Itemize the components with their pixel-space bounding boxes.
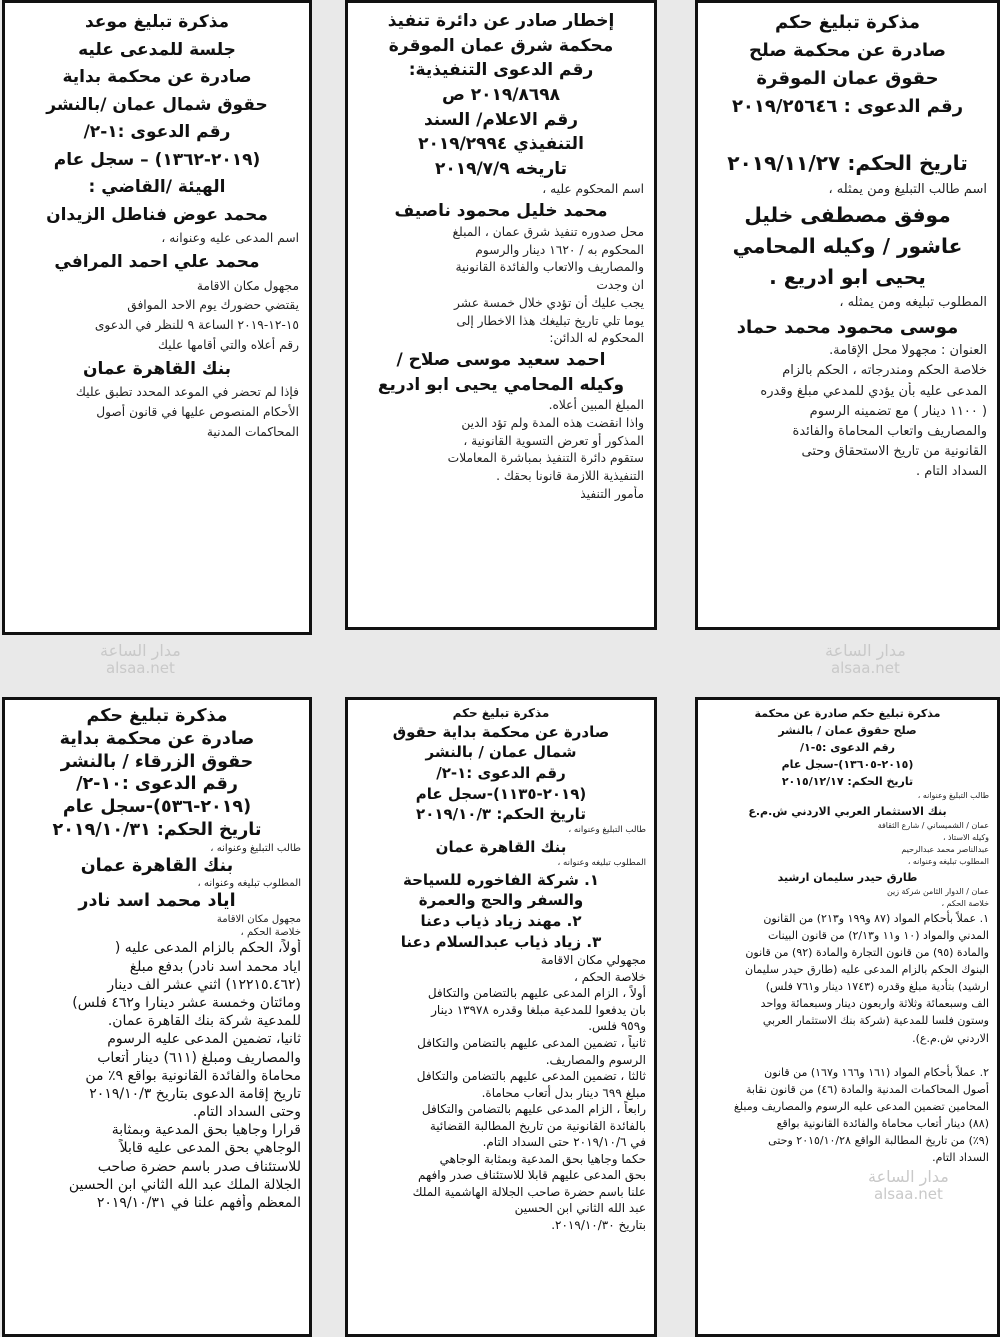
notice-line: التنفيذية اللازمة قانونا بحقك . <box>496 469 644 484</box>
notice-line: عمان / الدوار الثامن شركة زين <box>886 886 989 896</box>
notice-line: يوما تلي تاريخ تبليغك هذا الاخطار إلى <box>456 313 644 328</box>
notice-judgment-north-amman-first-instance <box>345 697 657 1337</box>
notice-judgment-zarqa <box>2 697 312 1337</box>
notice-line: موفق مصطفى خليل <box>744 202 951 227</box>
notice-line <box>708 121 987 149</box>
notice-line: للمدعية شركة بنك القاهرة عمان. <box>107 1013 301 1030</box>
notice-line: صادرة عن محكمة صلح <box>749 39 946 61</box>
notice-line: عبد الله الثاني ابن الحسين <box>514 1201 646 1216</box>
notice-line: مذكرة تبليغ حكم صادرة عن محكمة <box>754 707 941 720</box>
notice-line: المحكوم به / ١٦٢٠ دينار والرسوم <box>475 242 644 257</box>
notice-line: القانونية من تاريخ الاستحقاق وحتى <box>801 443 987 459</box>
notice-line: ٣. زياد ذياب عبدالسلام دعنا <box>400 932 602 951</box>
notice-execution-east-amman <box>345 0 657 630</box>
notice-line: اياد محمد اسد نادر) بدفع مبلغ <box>129 958 301 975</box>
notice-line: حكما وجاهيا بحق المدعية وبمثابة الوجاهي <box>439 1151 646 1166</box>
notice-line: بنك القاهرة عمان <box>435 837 567 856</box>
notice-line: صلح حقوق عمان / بالنشر <box>778 724 917 738</box>
notice-line: (٩٪) من تاريخ المطالبة الواقع ٢٠١٥/١٠/٢٨ وحتى <box>768 1133 989 1147</box>
notice-line: العنوان : مجهولا محل الإقامة. <box>829 343 987 359</box>
notice-line: وستون فلسا للمدعية (شركة بنك الاستثمار العربي <box>762 1014 989 1028</box>
notice-line: محمد خليل محمود ناصيف <box>394 201 608 222</box>
notice-line: بتاريخ ٢٠١٩/١٠/٣٠. <box>551 1218 646 1233</box>
notice-line: يجب عليك أن تؤدي خلال خمسة عشر <box>454 295 644 310</box>
notice-line: اسم طالب التبليغ ومن يمثله ، <box>828 181 987 197</box>
notice-line: ومائتان وخمسة عشر دينارا و٤٦٢ فلس) <box>72 994 301 1011</box>
notice-line: شمال عمان / بالنشر <box>425 743 577 762</box>
notice-line: تاريخ الحكم: ٢٠١٩/١١/٢٧ <box>727 151 968 176</box>
notice-line: المدعى عليه بأن يؤدي للمدعي مبلغ وقدره <box>760 383 987 399</box>
notice-line: يقتضي حضورك يوم الاحد الموافق <box>127 298 299 313</box>
notice-line: أصول المحاكمات المدنية والمادة (٤٦) من قانون نقابة <box>745 1082 989 1096</box>
notice-line: صادرة عن محكمة بداية حقوق <box>392 722 610 741</box>
notice-line <box>706 1047 989 1064</box>
notice-line: بنك الاستثمار العربي الاردني ش.م.ع <box>748 804 947 818</box>
notice-line: ١. شركة الفاخوره للسياحة <box>402 870 599 889</box>
notice-line: في ٢٠١٩/١٠/٦ حتى السداد التام. <box>482 1135 646 1150</box>
notice-line: حقوق الزرقاء / بالنشر <box>60 751 254 772</box>
notice-line: تاريخ الحكم: ٢٠١٩/١٠/٣١ <box>52 819 262 840</box>
notice-line: إخطار صادر عن دائرة تنفيذ <box>387 11 615 31</box>
watermark-arabic: مدار الساعة <box>100 641 181 660</box>
notice-line: المحكوم له الدائن: <box>549 331 644 346</box>
notice-line: محمد علي احمد المرافي <box>54 252 260 273</box>
notice-line: بنك القاهرة عمان <box>80 855 234 876</box>
notice-line: اسم المدعى عليه وعنوانه ، <box>161 231 299 246</box>
notice-line: واذا انقضت هذه المدة ولم تؤد الدين <box>461 416 644 431</box>
notice-line: تاريخه ٢٠١٩/٧/٩ <box>434 158 568 179</box>
notice-line: الف وسبعمائة وثلاثة واربعون دينار وسبعمائة وواحد <box>760 997 989 1011</box>
notice-line: رقم الدعوى :١-٢/ <box>436 763 566 782</box>
notice-line: المطلوب تبليغه وعنوانه ، <box>557 857 646 868</box>
watermark-url: alsaa.net <box>105 658 175 677</box>
notice-line: محل صدوره تنفيذ شرق عمان ، المبلغ <box>452 224 644 239</box>
notice-line: رقم الاعلام/ السند <box>423 109 579 130</box>
notice-line: ان وجدت <box>596 278 644 293</box>
notice-line: رابعاً ، الزام المدعى عليهم بالتضامن والتكافل <box>421 1102 646 1117</box>
notice-line: والمادة (٩٥) من قانون التجارة والمادة (٩٢) من قانون <box>745 946 989 960</box>
notice-line: خلاصة الحكم ، <box>240 927 301 939</box>
notice-line: بان يدفعوا للمدعية مبلغا وقدره ١٣٩٧٨ دينار <box>431 1002 646 1017</box>
notice-line: اسم المحكوم عليه ، <box>542 182 644 197</box>
notice-line: الرسوم والمصاريف. <box>545 1052 646 1067</box>
notice-line: المدني والمواد (١٠ و١١ و٢/١٣) من قانون البينات <box>767 929 989 943</box>
notice-line: الجلالة الملك عبد الله الثاني ابن الحسين <box>68 1176 301 1193</box>
notice-line: جلسة للمدعى عليه <box>78 39 236 60</box>
notice-line: السداد التام. <box>932 1150 989 1164</box>
notice-line: صادرة عن محكمة بداية <box>59 728 255 749</box>
notice-line: الوجاهي بحق المدعى عليه قابلاً <box>119 1140 301 1157</box>
notice-line: فإذا لم تحضر في الموعد المحدد تطبق عليك <box>75 385 299 400</box>
notice-line: ثانياً ، تضمين المدعى عليهم بالتضامن والتكافل <box>417 1036 646 1050</box>
notice-line: موسى محمود محمد حماد <box>736 316 959 338</box>
notice-line: ١٥-١٢-٢٠١٩ الساعة ٩ للنظر في الدعوى <box>94 318 299 333</box>
notice-line: عبدالناصر محمد عبدالرحيم <box>901 845 989 855</box>
notice-line: المطلوب تبليغه وعنوانه ، <box>907 857 989 867</box>
notice-line: ( ١١٠٠ دينار ) مع تضمينه الرسوم <box>809 403 987 419</box>
notice-line: حقوق شمال عمان /بالنشر <box>46 94 268 115</box>
notice-line: أولاً ، الزام المدعى عليهم بالتضامن والتكافل <box>427 986 646 1001</box>
notice-line: رقم الدعوى : ٢٠١٩/٢٥٦٤٦ <box>731 95 964 117</box>
watermark <box>868 1168 949 1202</box>
notice-line: للاستئناف صدر باسم حضرة صاحب <box>97 1158 301 1175</box>
notice-line: بحق المدعى عليهم قابلا للاستئناف صدر وافهم <box>417 1168 646 1183</box>
notice-line: المعظم وأفهم علنا في ٢٠١٩/١٠/٣١ <box>96 1195 301 1211</box>
notice-line: ٢. مهند زياد ذياب دعنا <box>420 911 582 930</box>
notice-line: التنفيذي ٢٠١٩/٢٩٩٤ <box>418 134 584 155</box>
notice-line: تاريخ الحكم: ٢٠١٩/١٠/٣ <box>416 805 586 824</box>
notice-line: خلاصة الحكم ، <box>573 969 646 984</box>
notice-line: عمان / الشميساني / شارع الثقافة <box>877 820 989 830</box>
notice-line: المحامين تضمين المدعى عليه الرسوم والمصاريف ومبلغ <box>733 1099 989 1113</box>
notice-line: بالفائدة القانونية من تاريخ المطالبة القضائية <box>429 1118 646 1133</box>
notice-line: ٢. عملاً بأحكام المواد (١٦١ و١٦٦ و١٦٧) من قانون <box>764 1065 989 1079</box>
notice-line: والمصاريف ومبلغ (٦١١) دينار أتعاب <box>97 1049 301 1066</box>
notice-line: أولاً، الحكم بالزام المدعى عليه ( <box>114 940 301 957</box>
notice-line: ٢٠١٩/٨٦٩٨ ص <box>441 84 560 105</box>
notice-judgment-investment-bank <box>695 697 1000 1337</box>
notice-line: احمد سعيد موسى صلاح / <box>396 350 606 370</box>
notice-line: حقوق عمان الموقرة <box>756 67 939 89</box>
notice-hearing-north-amman <box>2 0 312 635</box>
notice-line: طالب التبليغ وعنوانه ، <box>210 842 301 854</box>
notice-line: ارشيد) بتأدية مبلغ وقدره (١٧٤٣ دينار و٧٦١ فلس) <box>765 980 989 994</box>
notice-line: تاريخ إقامة الدعوى بتاريخ ٢٠١٩/١٠/٣ <box>89 1085 301 1102</box>
notice-line: صادرة عن محكمة بداية <box>62 67 252 88</box>
notice-line: المذكور أو تعرض التسوية القانونية ، <box>463 433 644 448</box>
notice-line: ١. عملاً بأحكام المواد (٨٧ و١٩٩ و٢١٣) من القانون <box>763 912 989 926</box>
notice-line: المطلوب تبليغه ومن يمثله ، <box>839 295 987 311</box>
notice-line: طالب التبليغ وعنوانه ، <box>917 791 989 801</box>
notice-line: (٢٠١٩-١٣٦٢) – سجل عام <box>53 149 261 170</box>
watermark-url: alsaa.net <box>873 1184 943 1203</box>
notice-line: ثانيا، تضمين المدعى عليه الرسوم <box>107 1031 301 1048</box>
notice-line: محكمة شرق عمان الموقرة <box>388 35 614 56</box>
notice-line: قرارا وجاهيا بحق المدعية وبمثابة <box>111 1122 301 1139</box>
watermark <box>825 642 906 676</box>
notice-line: المبلغ المبين أعلاه. <box>548 398 644 413</box>
notice-line: البنوك الحكم بالزام المدعى عليه (طارق حيدر سليمان <box>745 963 989 977</box>
notice-line: خلاصة الحكم ، <box>941 898 989 908</box>
notice-line: مأمور التنفيذ <box>580 486 644 501</box>
notice-line: السداد التام . <box>915 463 987 479</box>
notice-line: رقم الدعوى :٥-١/ <box>799 741 895 755</box>
notice-line: ثالثا ، تضمين المدعى عليهم بالتضامن والتكافل <box>416 1069 646 1084</box>
notice-line: مجهولي مكان الاقامة <box>540 953 646 968</box>
notice-line: طارق حيدر سليمان ارشيد <box>777 870 918 884</box>
notice-line: محاماة والفائدة القانونية بواقع ٩٪ من <box>85 1067 301 1084</box>
notice-line: عاشور / وكيله المحامي <box>732 233 963 258</box>
notice-line: يحيى ابو ادريع . <box>769 265 926 290</box>
notice-line: تاريخ الحكم: ٢٠١٥/١٢/١٧ <box>781 775 914 789</box>
notice-line: مذكرة تبليغ موعد <box>84 12 230 32</box>
notice-line: ستقوم دائرة التنفيذ بمباشرة المعاملات <box>447 451 644 466</box>
notice-line: و٩٥٩ فلس. <box>588 1019 646 1034</box>
watermark-arabic: مدار الساعة <box>868 1167 949 1186</box>
notice-line: بنك القاهرة عمان <box>82 358 232 379</box>
notice-line: رقم الدعوى :١٠-٢/ <box>76 774 238 795</box>
notice-line: والسفر والحج والعمرة <box>418 891 584 910</box>
notice-line: الاردني ش.م.ع). <box>912 1031 989 1045</box>
notice-line: (١٢٢١٥.٤٦٢) اثني عشر الف دينار <box>107 976 301 993</box>
notice-line: مذكرة تبليغ حكم <box>86 706 228 726</box>
notice-line: والمصاريف واتعاب المحاماة والفائدة <box>792 423 987 439</box>
watermark-url: alsaa.net <box>830 658 900 677</box>
notice-line: وكيله الاستاذ ، <box>942 832 989 842</box>
notice-line: رقم الدعوى التنفيذية: <box>408 60 594 81</box>
notice-line: المطلوب تبليغه وعنوانه ، <box>197 878 301 890</box>
notice-line: (٨٨) دينار أتعاب محاماة والفائدة القانونية بواقع <box>776 1116 989 1130</box>
notice-line: مبلغ ٦٩٩ دينار بدل أتعاب محاماة. <box>481 1085 646 1100</box>
notice-line: (٢٠١٩-٥٣٦)-سجل عام <box>62 797 252 817</box>
notice-line: رقم الدعوى :١-٢/ <box>83 122 231 143</box>
notice-line: مجهول مكان الاقامة <box>216 914 301 926</box>
notice-line: علنا باسم حضرة صاحب الجلالة الهاشمية الملك <box>412 1184 646 1199</box>
notice-line: (٢٠١٥-١٣٦٠٥)-سجل عام <box>781 758 914 772</box>
notice-line: محمد عوض فناطل الزيدان <box>46 204 268 225</box>
notice-line: (٢٠١٩-١١٣٥)-سجل عام <box>415 784 587 803</box>
notice-line: مذكرة تبليغ حكم <box>452 706 550 720</box>
notice-line: مجهول مكان الاقامة <box>196 278 299 293</box>
notice-judgment-amman-conciliation <box>695 0 1000 630</box>
notice-line: والمصاريف والاتعاب والفائدة القانونية <box>455 260 644 275</box>
notice-line: مذكرة تبليغ حكم <box>774 12 921 33</box>
notice-line: رقم أعلاه والتي أقامها عليك <box>157 338 299 353</box>
notice-line: خلاصة الحكم ومندرجاته ، الحكم بالزام <box>782 363 987 379</box>
notice-line: المحاكمات المدنية <box>206 425 299 439</box>
watermark <box>100 642 181 676</box>
notice-line: وحتى السداد التام. <box>192 1104 301 1121</box>
notice-line: طالب التبليغ وعنوانه ، <box>568 824 646 835</box>
notice-line: الأحكام المنصوص عليها في قانون أصول <box>96 405 299 420</box>
notice-line: الهيئة /القاضي : <box>88 177 226 198</box>
notice-line: اياد محمد اسد نادر <box>78 891 236 912</box>
watermark-arabic: مدار الساعة <box>825 641 906 660</box>
notice-line: وكيله المحامي يحيى ابو ادريع <box>377 374 625 395</box>
